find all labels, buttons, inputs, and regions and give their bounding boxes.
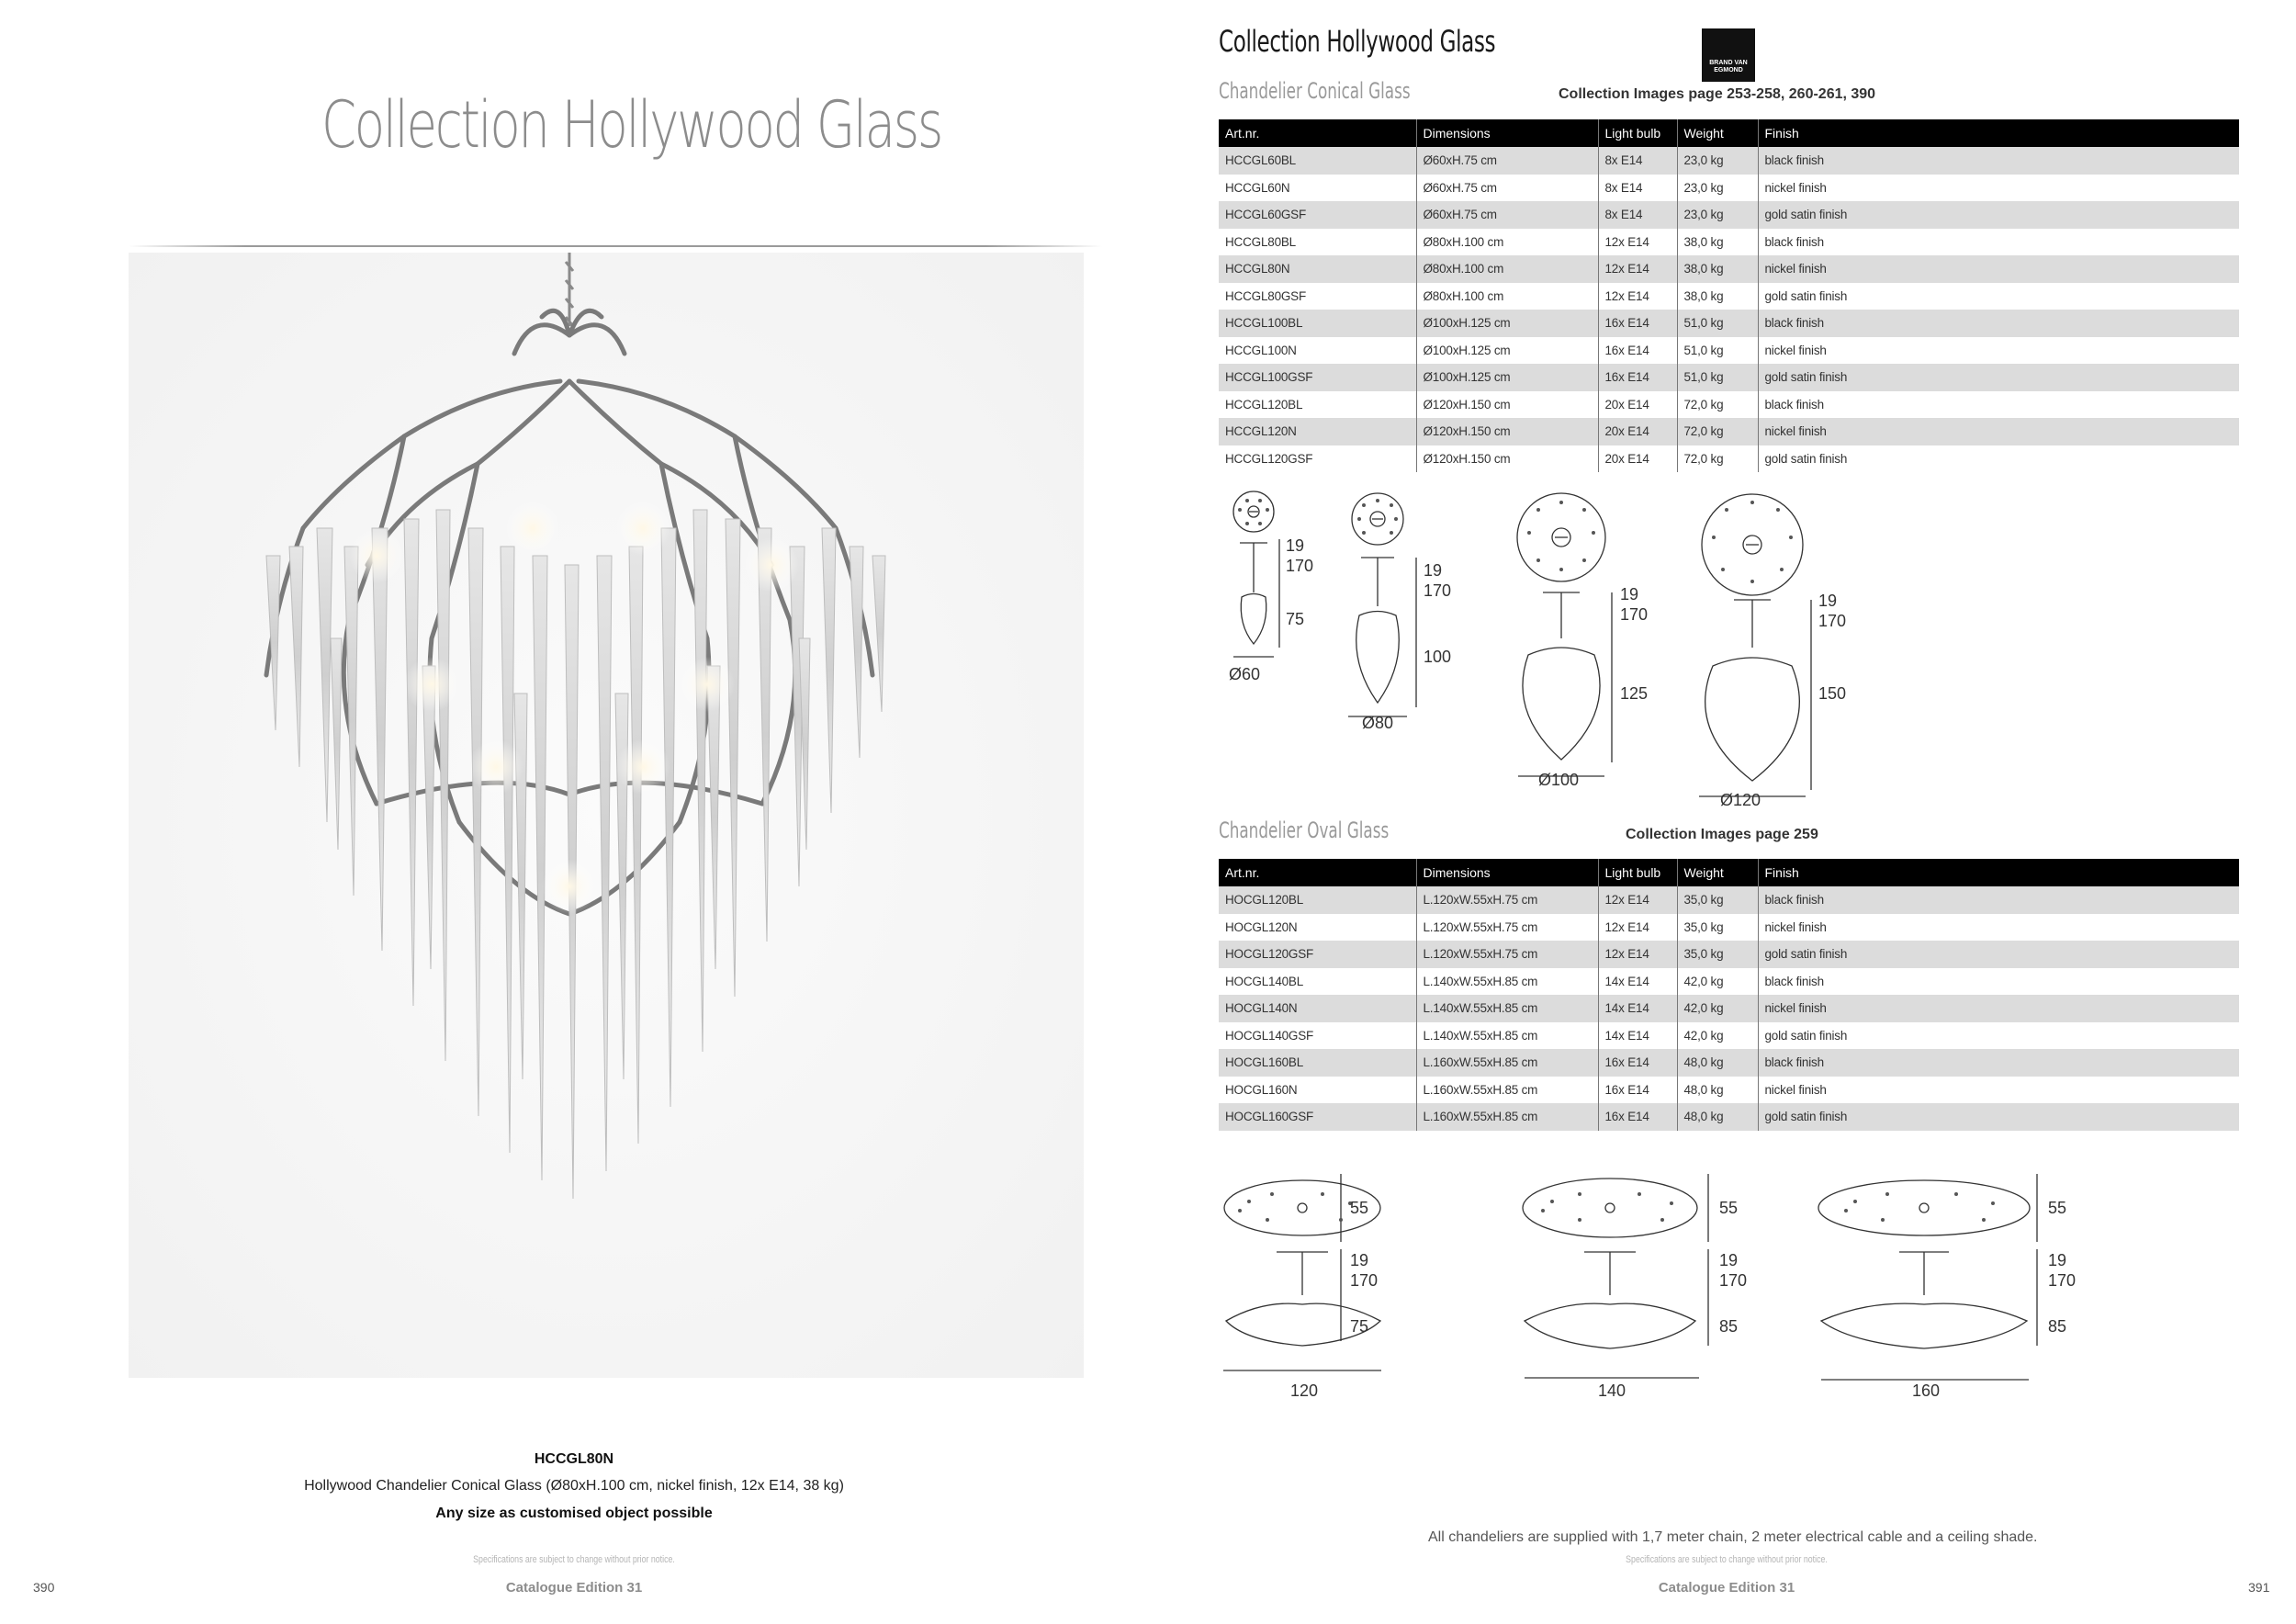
cell-weight: 72,0 kg xyxy=(1677,418,1758,445)
oval-collection-images: Collection Images page 259 xyxy=(1626,827,1818,842)
cell-weight: 38,0 kg xyxy=(1677,255,1758,283)
oval-2-chain: 19 xyxy=(1719,1251,1739,1269)
cell-dimensions: Ø100xH.125 cm xyxy=(1416,364,1598,391)
conical-2-height: 100 xyxy=(1424,648,1452,666)
cell-finish: black finish xyxy=(1758,391,2239,419)
header-finish: Finish xyxy=(1758,119,2239,147)
cell-art-nr: HCCGL120GSF xyxy=(1219,445,1416,473)
oval-3-width: 55 xyxy=(2048,1199,2067,1217)
cell-finish: gold satin finish xyxy=(1758,364,2239,391)
conical-4-cable: 170 xyxy=(1818,612,1847,630)
header-art-nr: Art.nr. xyxy=(1219,859,1416,886)
cell-art-nr: HCCGL100GSF xyxy=(1219,364,1416,391)
table-row xyxy=(1219,914,2239,942)
table-row xyxy=(1219,886,2239,914)
conical-subtitle: Chandelier Conical Glass xyxy=(1219,78,1411,104)
cell-art-nr: HCCGL100BL xyxy=(1219,310,1416,337)
cell-light-bulb: 12x E14 xyxy=(1598,941,1677,968)
cell-art-nr: HCCGL60N xyxy=(1219,175,1416,202)
table-row xyxy=(1219,995,2239,1022)
cell-weight: 51,0 kg xyxy=(1677,337,1758,365)
table-row xyxy=(1219,1103,2239,1131)
cell-weight: 42,0 kg xyxy=(1677,968,1758,996)
cell-art-nr: HOCGL140N xyxy=(1219,995,1416,1022)
right-page-title: Collection Hollywood Glass xyxy=(1219,24,1496,59)
cell-dimensions: L.120xW.55xH.75 cm xyxy=(1416,941,1598,968)
oval-2-height: 85 xyxy=(1719,1317,1739,1336)
cell-weight: 72,0 kg xyxy=(1677,445,1758,473)
cell-art-nr: HOCGL160GSF xyxy=(1219,1103,1416,1131)
conical-4-diameter: Ø120 xyxy=(1720,791,1761,809)
cell-art-nr: HOCGL160N xyxy=(1219,1077,1416,1104)
cell-art-nr: HOCGL140GSF xyxy=(1219,1022,1416,1050)
title-divider xyxy=(129,245,1102,247)
cell-dimensions: L.160xW.55xH.85 cm xyxy=(1416,1103,1598,1131)
cell-finish: black finish xyxy=(1758,310,2239,337)
cell-dimensions: Ø100xH.125 cm xyxy=(1416,310,1598,337)
cell-finish: nickel finish xyxy=(1758,914,2239,942)
conical-2-chain: 19 xyxy=(1424,561,1443,580)
oval-1-cable: 170 xyxy=(1350,1271,1379,1290)
cell-light-bulb: 8x E14 xyxy=(1598,147,1677,175)
cell-light-bulb: 12x E14 xyxy=(1598,229,1677,256)
cell-light-bulb: 8x E14 xyxy=(1598,201,1677,229)
oval-1-height: 75 xyxy=(1350,1317,1369,1336)
cell-art-nr: HOCGL160BL xyxy=(1219,1049,1416,1077)
cell-dimensions: Ø100xH.125 cm xyxy=(1416,337,1598,365)
cell-weight: 42,0 kg xyxy=(1677,1022,1758,1050)
table-row xyxy=(1219,941,2239,968)
cell-weight: 35,0 kg xyxy=(1677,886,1758,914)
cell-light-bulb: 8x E14 xyxy=(1598,175,1677,202)
cell-finish: nickel finish xyxy=(1758,255,2239,283)
cell-art-nr: HCCGL80GSF xyxy=(1219,283,1416,310)
cell-weight: 48,0 kg xyxy=(1677,1103,1758,1131)
custom-size-note: Any size as customised object possible xyxy=(435,1506,713,1521)
oval-drawing-140 xyxy=(1523,1174,1708,1378)
edition-left: Catalogue Edition 31 xyxy=(505,1580,643,1596)
oval-2-length: 140 xyxy=(1598,1382,1626,1400)
conical-3-height: 125 xyxy=(1620,684,1649,703)
cell-dimensions: Ø80xH.100 cm xyxy=(1416,229,1598,256)
cell-finish: gold satin finish xyxy=(1758,1022,2239,1050)
cell-art-nr: HOCGL140BL xyxy=(1219,968,1416,996)
cell-finish: gold satin finish xyxy=(1758,201,2239,229)
conical-3-cable: 170 xyxy=(1620,605,1649,624)
cell-weight: 23,0 kg xyxy=(1677,201,1758,229)
table-row xyxy=(1219,229,2239,256)
cell-weight: 23,0 kg xyxy=(1677,175,1758,202)
chandelier-illustration xyxy=(129,253,1084,1378)
spec-disclaimer-right: Specifications are subject to change without prior notice. xyxy=(1626,1554,1828,1565)
cell-dimensions: Ø60xH.75 cm xyxy=(1416,147,1598,175)
conical-1-height: 75 xyxy=(1286,610,1305,628)
chandelier-photo xyxy=(129,253,1084,1378)
cell-dimensions: Ø80xH.100 cm xyxy=(1416,283,1598,310)
table-row xyxy=(1219,337,2239,365)
brand-logo xyxy=(1702,28,1755,82)
cell-light-bulb: 16x E14 xyxy=(1598,1103,1677,1131)
cell-weight: 35,0 kg xyxy=(1677,941,1758,968)
cell-dimensions: L.140xW.55xH.85 cm xyxy=(1416,1022,1598,1050)
product-description: Hollywood Chandelier Conical Glass (Ø80xH.100 cm, nickel finish, 12x E14, 38 kg) xyxy=(304,1478,844,1494)
oval-drawing-160 xyxy=(1818,1174,2037,1380)
conical-1-chain: 19 xyxy=(1286,536,1305,555)
cell-finish: nickel finish xyxy=(1758,337,2239,365)
oval-1-width: 55 xyxy=(1350,1199,1369,1217)
oval-2-width: 55 xyxy=(1719,1199,1739,1217)
cell-art-nr: HCCGL120N xyxy=(1219,418,1416,445)
cell-art-nr: HCCGL80N xyxy=(1219,255,1416,283)
left-page-title: Collection Hollywood Glass xyxy=(321,87,942,163)
conical-drawing-120 xyxy=(1699,494,1811,796)
edition-right: Catalogue Edition 31 xyxy=(1658,1580,1795,1596)
header-art-nr: Art.nr. xyxy=(1219,119,1416,147)
supply-note: All chandeliers are supplied with 1,7 meter chain, 2 meter electrical cable and a ceiling shade. xyxy=(1428,1529,2038,1545)
cell-art-nr: HCCGL60GSF xyxy=(1219,201,1416,229)
cell-weight: 38,0 kg xyxy=(1677,229,1758,256)
table-row xyxy=(1219,445,2239,473)
header-finish: Finish xyxy=(1758,859,2239,886)
cell-finish: black finish xyxy=(1758,1049,2239,1077)
spec-disclaimer-left: Specifications are subject to change without prior notice. xyxy=(473,1554,675,1565)
header-weight: Weight xyxy=(1677,119,1758,147)
cell-light-bulb: 20x E14 xyxy=(1598,418,1677,445)
cell-light-bulb: 14x E14 xyxy=(1598,995,1677,1022)
cell-finish: black finish xyxy=(1758,229,2239,256)
conical-2-diameter: Ø80 xyxy=(1362,714,1394,732)
cell-finish: nickel finish xyxy=(1758,995,2239,1022)
cell-weight: 42,0 kg xyxy=(1677,995,1758,1022)
table-row xyxy=(1219,1049,2239,1077)
page-number-right: 391 xyxy=(2248,1580,2270,1595)
cell-weight: 51,0 kg xyxy=(1677,310,1758,337)
cell-weight: 72,0 kg xyxy=(1677,391,1758,419)
table-row xyxy=(1219,1077,2239,1104)
cell-dimensions: Ø120xH.150 cm xyxy=(1416,445,1598,473)
table-row xyxy=(1219,968,2239,996)
cell-finish: nickel finish xyxy=(1758,418,2239,445)
cell-weight: 38,0 kg xyxy=(1677,283,1758,310)
cell-finish: nickel finish xyxy=(1758,1077,2239,1104)
cell-dimensions: Ø80xH.100 cm xyxy=(1416,255,1598,283)
cell-finish: black finish xyxy=(1758,886,2239,914)
cell-light-bulb: 16x E14 xyxy=(1598,1049,1677,1077)
oval-2-cable: 170 xyxy=(1719,1271,1748,1290)
conical-drawing-80 xyxy=(1348,493,1416,716)
table-header-row xyxy=(1219,119,2239,147)
cell-light-bulb: 16x E14 xyxy=(1598,310,1677,337)
cell-art-nr: HCCGL100N xyxy=(1219,337,1416,365)
header-light-bulb: Light bulb xyxy=(1598,859,1677,886)
cell-art-nr: HOCGL120N xyxy=(1219,914,1416,942)
table-row xyxy=(1219,310,2239,337)
header-dimensions: Dimensions xyxy=(1416,119,1598,147)
logo-line-1: BRAND VAN xyxy=(1709,60,1748,66)
cell-light-bulb: 16x E14 xyxy=(1598,364,1677,391)
table-row xyxy=(1219,283,2239,310)
header-weight: Weight xyxy=(1677,859,1758,886)
cell-light-bulb: 14x E14 xyxy=(1598,968,1677,996)
cell-dimensions: L.140xW.55xH.85 cm xyxy=(1416,995,1598,1022)
conical-spec-table xyxy=(1219,119,2239,472)
conical-3-chain: 19 xyxy=(1620,585,1639,603)
cell-finish: gold satin finish xyxy=(1758,941,2239,968)
conical-dimension-drawings xyxy=(1212,482,2250,822)
table-row xyxy=(1219,255,2239,283)
cell-light-bulb: 12x E14 xyxy=(1598,886,1677,914)
table-row xyxy=(1219,1022,2239,1050)
header-light-bulb: Light bulb xyxy=(1598,119,1677,147)
oval-subtitle: Chandelier Oval Glass xyxy=(1219,818,1390,843)
cell-finish: black finish xyxy=(1758,968,2239,996)
conical-4-height: 150 xyxy=(1818,684,1847,703)
cell-weight: 51,0 kg xyxy=(1677,364,1758,391)
oval-1-chain: 19 xyxy=(1350,1251,1369,1269)
oval-3-cable: 170 xyxy=(2048,1271,2077,1290)
table-row xyxy=(1219,391,2239,419)
oval-3-length: 160 xyxy=(1912,1382,1941,1400)
cell-finish: black finish xyxy=(1758,147,2239,175)
cell-finish: nickel finish xyxy=(1758,175,2239,202)
oval-3-chain: 19 xyxy=(2048,1251,2067,1269)
table-row xyxy=(1219,364,2239,391)
cell-dimensions: Ø120xH.150 cm xyxy=(1416,391,1598,419)
conical-1-diameter: Ø60 xyxy=(1229,665,1261,683)
conical-3-diameter: Ø100 xyxy=(1538,771,1580,789)
table-row xyxy=(1219,147,2239,175)
oval-3-height: 85 xyxy=(2048,1317,2067,1336)
conical-drawing-60 xyxy=(1233,491,1279,657)
cell-dimensions: L.140xW.55xH.85 cm xyxy=(1416,968,1598,996)
conical-1-cable: 170 xyxy=(1286,557,1314,575)
conical-drawing-100 xyxy=(1517,493,1612,776)
oval-dimension-drawings xyxy=(1212,1157,2250,1415)
cell-light-bulb: 12x E14 xyxy=(1598,255,1677,283)
cell-dimensions: L.120xW.55xH.75 cm xyxy=(1416,914,1598,942)
cell-light-bulb: 20x E14 xyxy=(1598,445,1677,473)
cell-light-bulb: 12x E14 xyxy=(1598,283,1677,310)
cell-art-nr: HOCGL120BL xyxy=(1219,886,1416,914)
conical-2-cable: 170 xyxy=(1424,581,1452,600)
cell-art-nr: HCCGL80BL xyxy=(1219,229,1416,256)
cell-weight: 35,0 kg xyxy=(1677,914,1758,942)
cell-art-nr: HOCGL120GSF xyxy=(1219,941,1416,968)
table-row xyxy=(1219,201,2239,229)
oval-spec-table xyxy=(1219,859,2239,1131)
cell-light-bulb: 16x E14 xyxy=(1598,337,1677,365)
cell-finish: gold satin finish xyxy=(1758,283,2239,310)
page-number-left: 390 xyxy=(33,1580,55,1595)
cell-light-bulb: 14x E14 xyxy=(1598,1022,1677,1050)
cell-weight: 48,0 kg xyxy=(1677,1049,1758,1077)
table-header-row xyxy=(1219,859,2239,886)
cell-dimensions: L.120xW.55xH.75 cm xyxy=(1416,886,1598,914)
cell-dimensions: Ø60xH.75 cm xyxy=(1416,175,1598,202)
table-row xyxy=(1219,418,2239,445)
cell-dimensions: Ø60xH.75 cm xyxy=(1416,201,1598,229)
cell-finish: gold satin finish xyxy=(1758,445,2239,473)
cell-light-bulb: 20x E14 xyxy=(1598,391,1677,419)
table-row xyxy=(1219,175,2239,202)
conical-collection-images: Collection Images page 253-258, 260-261, 390 xyxy=(1559,86,1876,102)
cell-art-nr: HCCGL120BL xyxy=(1219,391,1416,419)
cell-light-bulb: 16x E14 xyxy=(1598,1077,1677,1104)
oval-1-length: 120 xyxy=(1290,1382,1319,1400)
cell-weight: 48,0 kg xyxy=(1677,1077,1758,1104)
cell-weight: 23,0 kg xyxy=(1677,147,1758,175)
product-code: HCCGL80N xyxy=(534,1451,614,1467)
cell-dimensions: L.160xW.55xH.85 cm xyxy=(1416,1049,1598,1077)
cell-art-nr: HCCGL60BL xyxy=(1219,147,1416,175)
cell-finish: gold satin finish xyxy=(1758,1103,2239,1131)
logo-line-2: EGMOND xyxy=(1714,67,1743,73)
cell-light-bulb: 12x E14 xyxy=(1598,914,1677,942)
cell-dimensions: Ø120xH.150 cm xyxy=(1416,418,1598,445)
header-dimensions: Dimensions xyxy=(1416,859,1598,886)
cell-dimensions: L.160xW.55xH.85 cm xyxy=(1416,1077,1598,1104)
conical-4-chain: 19 xyxy=(1818,592,1838,610)
